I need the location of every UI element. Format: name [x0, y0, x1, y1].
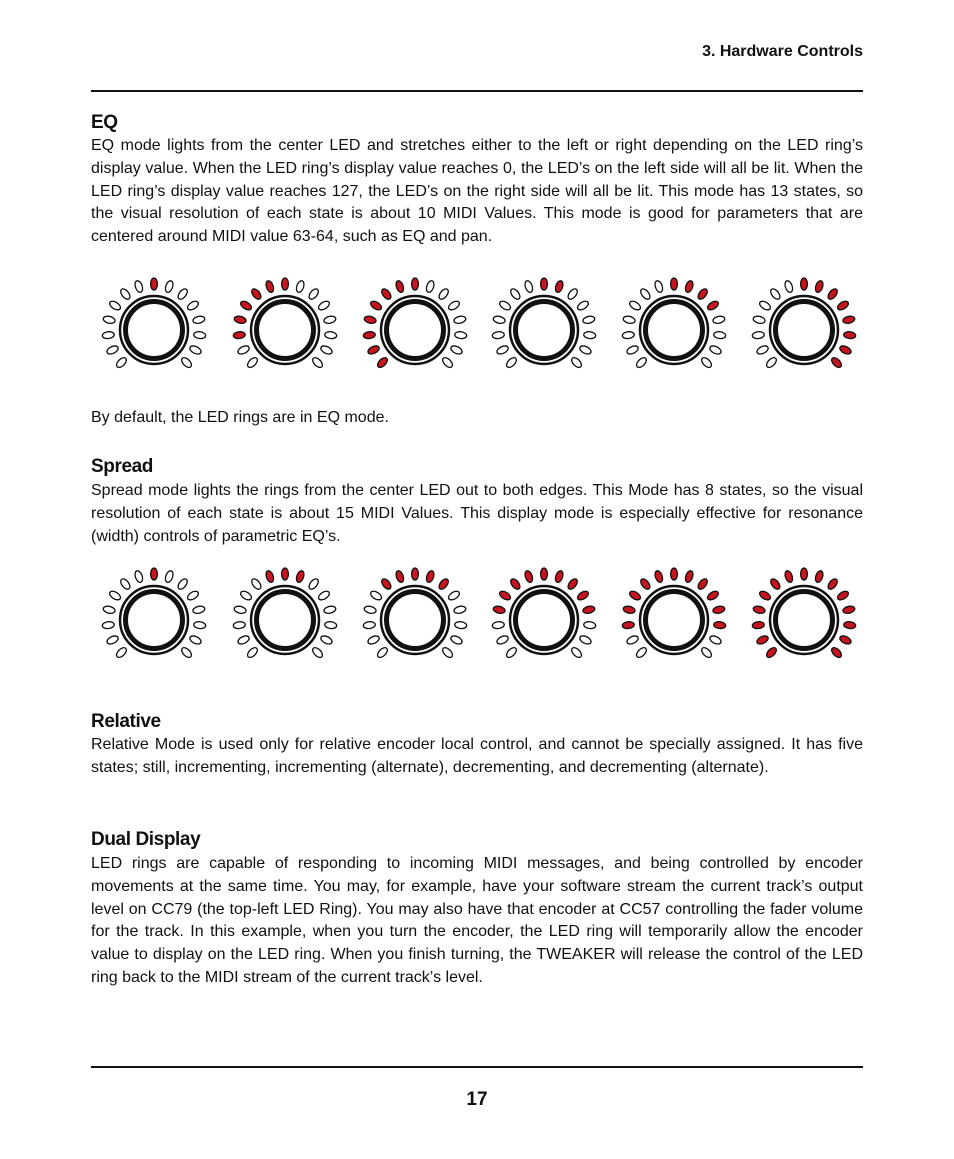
- led-lit: [363, 331, 376, 339]
- led-unlit: [524, 280, 534, 294]
- knob-cap: [257, 592, 314, 649]
- led-lit: [295, 570, 305, 584]
- led-lit: [801, 278, 808, 290]
- led-lit: [706, 299, 720, 311]
- eq-body: EQ mode lights from the center LED and stretches either to the left or right depending on the LED ring’s display value. When the LED ring’s display value reaches 0, the LED’s on the left side will all be lit. When the LED ring’s display value reaches 127, the LED’s on the right side will all be lit. This mode has 13 states, so the visual resolution of each state is about 10 MIDI Values. This mode is good for parameters that are centered around MIDI value 63-64, such as EQ and pan.: [91, 137, 863, 246]
- led-unlit: [246, 646, 259, 659]
- led-lit: [576, 589, 590, 601]
- led-lit: [639, 577, 652, 591]
- led-unlit: [295, 280, 305, 294]
- led-unlit: [237, 634, 251, 645]
- led-unlit: [320, 634, 334, 645]
- led-lit: [233, 331, 246, 339]
- led-unlit: [324, 621, 337, 629]
- led-lit: [541, 278, 548, 290]
- led-unlit: [492, 331, 505, 339]
- eq-ring-5: [622, 278, 726, 369]
- led-unlit: [576, 299, 590, 311]
- led-lit: [395, 280, 405, 294]
- led-unlit: [237, 344, 251, 355]
- spread-ring-2: [233, 568, 337, 659]
- led-unlit: [108, 299, 122, 311]
- led-unlit: [628, 299, 642, 311]
- led-unlit: [307, 287, 320, 301]
- led-unlit: [176, 577, 189, 591]
- led-lit: [842, 315, 855, 324]
- led-unlit: [134, 570, 144, 584]
- led-unlit: [437, 287, 450, 301]
- led-lit: [712, 605, 725, 614]
- led-lit: [843, 621, 856, 629]
- led-unlit: [447, 299, 461, 311]
- led-lit: [684, 280, 694, 294]
- knob-cap: [387, 302, 444, 359]
- led-unlit: [758, 299, 772, 311]
- led-lit: [437, 577, 450, 591]
- led-unlit: [765, 356, 778, 369]
- led-lit: [554, 280, 564, 294]
- eq-caption: By default, the LED rings are in EQ mode.: [91, 409, 389, 426]
- knob-cap: [646, 592, 703, 649]
- led-lit: [151, 568, 158, 580]
- led-unlit: [106, 634, 120, 645]
- led-unlit: [509, 287, 522, 301]
- led-unlit: [164, 570, 174, 584]
- led-unlit: [700, 356, 713, 369]
- led-unlit: [115, 646, 128, 659]
- header-rule: [91, 90, 863, 92]
- led-unlit: [454, 621, 467, 629]
- relative-body: Relative Mode is used only for relative encoder local control, and cannot be specially assigned. It has five states; still, incrementing, incrementing (alternate), decrementing, and decrementing (alternate).: [91, 736, 863, 776]
- led-unlit: [453, 315, 466, 324]
- led-unlit: [324, 331, 337, 339]
- led-unlit: [582, 315, 595, 324]
- led-unlit: [492, 621, 505, 629]
- led-unlit: [164, 280, 174, 294]
- led-unlit: [579, 634, 593, 645]
- led-lit: [628, 589, 642, 601]
- led-unlit: [635, 356, 648, 369]
- led-unlit: [566, 287, 579, 301]
- dual-display-heading: Dual Display: [91, 829, 201, 850]
- led-lit: [654, 570, 664, 584]
- led-lit: [395, 570, 405, 584]
- led-lit: [376, 356, 389, 369]
- led-lit: [706, 589, 720, 601]
- led-unlit: [583, 621, 596, 629]
- led-lit: [509, 577, 522, 591]
- led-unlit: [108, 589, 122, 601]
- eq-heading: EQ: [91, 112, 118, 133]
- led-lit: [814, 570, 824, 584]
- led-unlit: [496, 634, 510, 645]
- led-lit: [826, 287, 839, 301]
- led-unlit: [106, 344, 120, 355]
- led-lit: [836, 299, 850, 311]
- led-unlit: [654, 280, 664, 294]
- led-unlit: [626, 634, 640, 645]
- knob-cap: [516, 592, 573, 649]
- led-unlit: [186, 299, 200, 311]
- led-unlit: [369, 589, 383, 601]
- led-lit: [684, 570, 694, 584]
- led-unlit: [323, 315, 336, 324]
- led-lit: [784, 570, 794, 584]
- led-lit: [250, 287, 263, 301]
- eq-ring-6: [752, 278, 856, 369]
- led-unlit: [454, 331, 467, 339]
- led-unlit: [189, 634, 203, 645]
- led-unlit: [583, 331, 596, 339]
- led-lit: [801, 568, 808, 580]
- led-unlit: [623, 315, 636, 324]
- led-lit: [498, 589, 512, 601]
- spread-ring-3: [363, 568, 467, 659]
- led-unlit: [496, 344, 510, 355]
- led-unlit: [450, 634, 464, 645]
- knob-cap: [776, 592, 833, 649]
- led-unlit: [498, 299, 512, 311]
- led-unlit: [320, 344, 334, 355]
- led-lit: [380, 577, 393, 591]
- led-unlit: [239, 589, 253, 601]
- led-unlit: [180, 646, 193, 659]
- led-unlit: [102, 621, 115, 629]
- knob-cap: [126, 302, 183, 359]
- led-lit: [425, 570, 435, 584]
- led-lit: [412, 568, 419, 580]
- led-lit: [769, 577, 782, 591]
- led-unlit: [713, 331, 726, 339]
- led-unlit: [317, 299, 331, 311]
- led-unlit: [307, 577, 320, 591]
- led-lit: [412, 278, 419, 290]
- led-unlit: [756, 344, 770, 355]
- led-lit: [524, 570, 534, 584]
- spread-body: Spread mode lights the rings from the center LED out to both edges. This Mode has 8 states, so the visual resolution of each state is about 15 MIDI Values. This display mode is especially effective for resonance (width) controls of parametric EQ’s.: [91, 482, 863, 545]
- led-lit: [265, 280, 275, 294]
- led-unlit: [753, 315, 766, 324]
- led-unlit: [447, 589, 461, 601]
- led-lit: [369, 299, 383, 311]
- led-lit: [842, 605, 855, 614]
- dual-display-body: LED rings are capable of responding to incoming MIDI messages, and being controlled by encoder movements at the same time. You may, for example, have your software stream the current track’s output level on CC79 (the top-left LED Ring). You may also have that encoder at CC57 controlling the fader volume for the track. In this example, when you turn the encoder, the LED ring will temporarily allow the encoder value to display on the LED ring. When you finish turning, the TWEAKER will release the control of the LED ring back to the MIDI stream of the current track’s level.: [91, 855, 863, 986]
- led-unlit: [323, 605, 336, 614]
- led-unlit: [234, 605, 247, 614]
- led-lit: [836, 589, 850, 601]
- led-unlit: [250, 577, 263, 591]
- led-unlit: [364, 605, 377, 614]
- led-unlit: [103, 315, 116, 324]
- knob-cap: [387, 592, 444, 649]
- led-lit: [696, 577, 709, 591]
- eq-led-rings: [91, 268, 863, 392]
- led-lit: [671, 278, 678, 290]
- led-lit: [623, 605, 636, 614]
- led-lit: [671, 568, 678, 580]
- led-unlit: [176, 287, 189, 301]
- led-unlit: [376, 646, 389, 659]
- led-unlit: [493, 315, 506, 324]
- led-unlit: [119, 577, 132, 591]
- led-unlit: [367, 634, 381, 645]
- eq-ring-1: [102, 278, 206, 369]
- spread-ring-1: [102, 568, 206, 659]
- led-unlit: [192, 315, 205, 324]
- page-number: 17: [466, 1089, 488, 1110]
- led-lit: [758, 589, 772, 601]
- led-lit: [282, 568, 289, 580]
- led-lit: [554, 570, 564, 584]
- led-unlit: [192, 605, 205, 614]
- led-lit: [367, 344, 381, 355]
- relative-heading: Relative: [91, 711, 161, 732]
- eq-ring-4: [492, 278, 596, 369]
- led-unlit: [505, 356, 518, 369]
- led-unlit: [311, 356, 324, 369]
- led-lit: [839, 344, 853, 355]
- led-lit: [234, 315, 247, 324]
- led-lit: [364, 315, 377, 324]
- led-unlit: [622, 331, 635, 339]
- led-lit: [713, 621, 726, 629]
- led-lit: [756, 634, 770, 645]
- spread-led-rings: [91, 558, 863, 682]
- led-lit: [151, 278, 158, 290]
- led-lit: [265, 570, 275, 584]
- led-unlit: [119, 287, 132, 301]
- led-unlit: [570, 356, 583, 369]
- led-lit: [239, 299, 253, 311]
- led-lit: [752, 621, 765, 629]
- spread-led-ring-illustration: [91, 558, 863, 682]
- led-unlit: [180, 356, 193, 369]
- led-unlit: [115, 356, 128, 369]
- spread-ring-5: [622, 568, 726, 659]
- led-unlit: [425, 280, 435, 294]
- led-unlit: [712, 315, 725, 324]
- led-lit: [843, 331, 856, 339]
- knob-cap: [126, 592, 183, 649]
- led-unlit: [363, 621, 376, 629]
- led-unlit: [635, 646, 648, 659]
- led-lit: [826, 577, 839, 591]
- spread-heading: Spread: [91, 456, 154, 477]
- led-lit: [493, 605, 506, 614]
- knob-cap: [257, 302, 314, 359]
- led-unlit: [579, 344, 593, 355]
- led-lit: [380, 287, 393, 301]
- eq-led-ring-illustration: [91, 268, 863, 392]
- led-unlit: [233, 621, 246, 629]
- led-lit: [622, 621, 635, 629]
- led-lit: [765, 646, 778, 659]
- led-unlit: [441, 646, 454, 659]
- eq-ring-3: [363, 278, 467, 369]
- led-lit: [753, 605, 766, 614]
- led-unlit: [134, 280, 144, 294]
- led-unlit: [626, 344, 640, 355]
- led-unlit: [700, 646, 713, 659]
- knob-cap: [776, 302, 833, 359]
- led-unlit: [784, 280, 794, 294]
- led-lit: [282, 278, 289, 290]
- led-unlit: [441, 356, 454, 369]
- led-unlit: [709, 634, 723, 645]
- led-unlit: [639, 287, 652, 301]
- led-unlit: [246, 356, 259, 369]
- led-unlit: [193, 331, 206, 339]
- led-unlit: [769, 287, 782, 301]
- led-unlit: [103, 605, 116, 614]
- running-header: 3. Hardware Controls: [702, 43, 863, 60]
- footer-rule: [91, 1066, 863, 1068]
- knob-cap: [516, 302, 573, 359]
- spread-ring-4: [492, 568, 596, 659]
- led-unlit: [186, 589, 200, 601]
- knob-cap: [646, 302, 703, 359]
- led-unlit: [193, 621, 206, 629]
- led-lit: [814, 280, 824, 294]
- led-unlit: [505, 646, 518, 659]
- led-lit: [566, 577, 579, 591]
- led-unlit: [311, 646, 324, 659]
- spread-ring-6: [752, 568, 856, 659]
- eq-ring-2: [233, 278, 337, 369]
- led-unlit: [453, 605, 466, 614]
- led-lit: [830, 356, 843, 369]
- led-unlit: [317, 589, 331, 601]
- led-lit: [830, 646, 843, 659]
- led-unlit: [709, 344, 723, 355]
- led-unlit: [102, 331, 115, 339]
- led-unlit: [450, 344, 464, 355]
- led-unlit: [189, 344, 203, 355]
- led-lit: [541, 568, 548, 580]
- led-lit: [839, 634, 853, 645]
- led-unlit: [570, 646, 583, 659]
- led-lit: [696, 287, 709, 301]
- led-lit: [582, 605, 595, 614]
- led-unlit: [752, 331, 765, 339]
